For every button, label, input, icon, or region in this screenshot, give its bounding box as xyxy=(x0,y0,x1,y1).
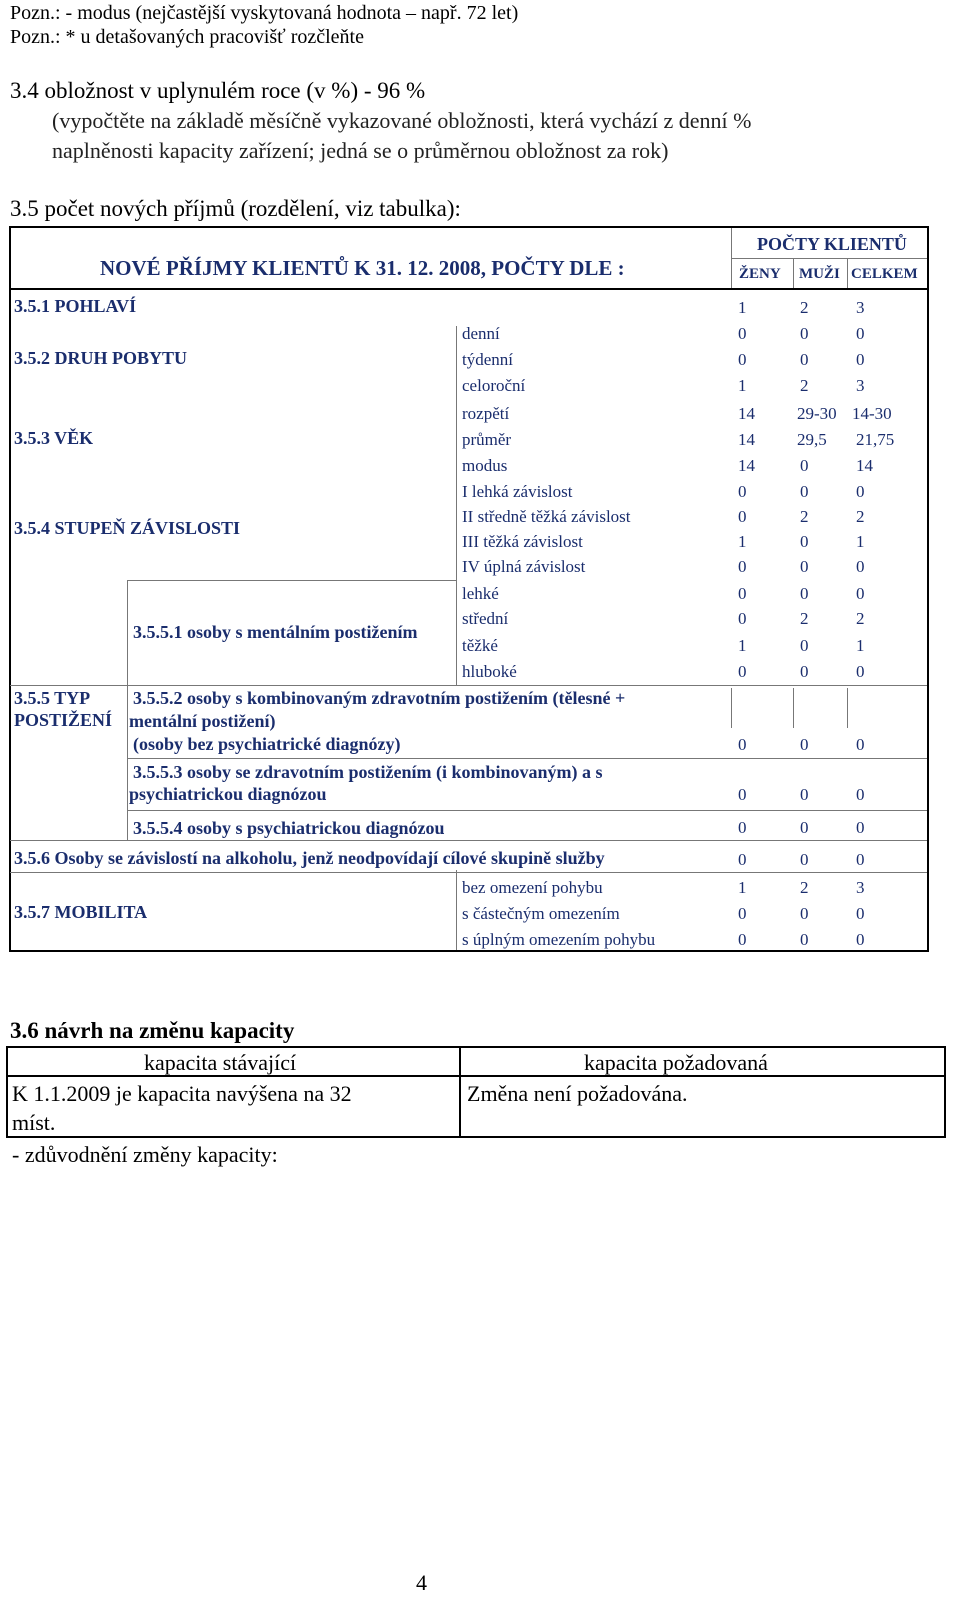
sub-label: II středně těžká závislost xyxy=(462,507,631,526)
psych-combined-line-2: psychiatrickou diagnózou xyxy=(129,784,327,804)
cell-value: 14-30 xyxy=(852,404,892,423)
cell-value: 0 xyxy=(800,350,809,369)
cell-value: 0 xyxy=(856,785,865,804)
row-label-druh-pobytu: 3.5.2 DRUH POBYTU xyxy=(14,348,188,368)
cell-value: 0 xyxy=(856,904,865,923)
capacity-current-header: kapacita stávající xyxy=(144,1050,297,1075)
psych-diagnosis-label: 3.5.5.4 osoby s psychiatrickou diagnózou xyxy=(133,818,445,838)
cell-value: 3 xyxy=(856,878,865,897)
cell-value: 0 xyxy=(800,636,809,655)
cell-value: 14 xyxy=(856,456,873,475)
note-detached: Pozn.: * u detašovaných pracovišť rozčleňte xyxy=(10,26,364,48)
cell-value: 0 xyxy=(800,785,809,804)
sub-label: denní xyxy=(462,324,500,343)
cell-value: 21,75 xyxy=(856,430,895,449)
cell-value: 0 xyxy=(856,324,865,343)
cell-value: 1 xyxy=(738,636,747,655)
cell-value: 0 xyxy=(738,507,747,526)
capacity-requested-header: kapacita požadovaná xyxy=(584,1050,768,1075)
cell-value: 0 xyxy=(800,930,809,949)
mental-disability-label: 3.5.5.1 osoby s mentálním postižením xyxy=(133,622,418,642)
psych-combined-line-1: 3.5.5.3 osoby se zdravotním postižením (i kombinovaným) a s xyxy=(133,762,603,782)
sub-label: I lehká závislost xyxy=(462,482,573,501)
page-number: 4 xyxy=(416,1570,427,1595)
col-header-men: MUŽI xyxy=(799,266,840,282)
cell-value: 29-30 xyxy=(797,404,837,423)
cell-value: 0 xyxy=(738,324,747,343)
note-modus: Pozn.: - modus (nejčastější vyskytovaná hodnota – např. 72 let) xyxy=(10,2,519,24)
cell-value: 14 xyxy=(738,456,755,475)
cell-value: 0 xyxy=(800,904,809,923)
combined-disability-line-2: mentální postižení) xyxy=(129,711,276,731)
cell-value: 0 xyxy=(738,818,747,837)
cell-value: 0 xyxy=(800,482,809,501)
cell-value: 0 xyxy=(738,785,747,804)
cell-value: 0 xyxy=(856,850,865,869)
cell-value: 0 xyxy=(856,557,865,576)
cell-value: 2 xyxy=(856,507,865,526)
cell-value: 0 xyxy=(856,662,865,681)
cell-value: 14 xyxy=(738,404,755,423)
sub-label: střední xyxy=(462,609,509,628)
combined-disability-line-3: (osoby bez psychiatrické diagnózy) xyxy=(133,734,401,754)
row-label-typ-postizeni-1: 3.5.5 TYP xyxy=(14,688,91,708)
row-label-alkohol: 3.5.6 Osoby se závislostí na alkoholu, jenž neodpovídají cílové skupině služby xyxy=(14,848,605,868)
section-34-text-2: naplněnosti kapacity zařízení; jedná se o průměrnou obložnost za rok) xyxy=(52,138,669,163)
row-label-typ-postizeni-2: POSTIŽENÍ xyxy=(14,710,113,730)
cell-value: 1 xyxy=(856,636,865,655)
cell-value: 0 xyxy=(738,584,747,603)
cell-value: 2 xyxy=(800,878,809,897)
row-label-mobilita: 3.5.7 MOBILITA xyxy=(14,902,148,922)
row-label-zavislost: 3.5.4 STUPEŇ ZÁVISLOSTI xyxy=(14,518,241,538)
cell-value: 0 xyxy=(800,456,809,475)
col-header-total: CELKEM xyxy=(851,266,918,282)
sub-label: průměr xyxy=(462,430,512,449)
cell-value: 0 xyxy=(738,904,747,923)
row-label-vek: 3.5.3 VĚK xyxy=(14,428,94,448)
cell-value: 2 xyxy=(800,376,809,395)
sub-label: IV úplná závislost xyxy=(462,557,586,576)
cell-value: 1 xyxy=(738,298,747,317)
cell-value: 2 xyxy=(800,298,809,317)
cell-value: 0 xyxy=(800,662,809,681)
combined-disability-line-1: 3.5.5.2 osoby s kombinovaným zdravotním postižením (tělesné + xyxy=(133,688,626,708)
cell-value: 0 xyxy=(800,735,809,754)
col-header-women: ŽENY xyxy=(739,266,781,282)
cell-value: 0 xyxy=(856,930,865,949)
admissions-table-title: NOVÉ PŘÍJMY KLIENTŮ K 31. 12. 2008, POČTY DLE : xyxy=(100,256,625,280)
sub-label: modus xyxy=(462,456,508,475)
section-34-text-1: (vypočtěte na základě měsíčně vykazované obložnosti, která vychází z denní % xyxy=(52,108,752,133)
cell-value: 3 xyxy=(856,298,865,317)
cell-value: 0 xyxy=(738,557,747,576)
cell-value: 0 xyxy=(800,584,809,603)
section-35-heading: 3.5 počet nových příjmů (rozdělení, viz tabulka): xyxy=(10,196,461,221)
sub-label: s úplným omezením pohybu xyxy=(462,930,656,949)
cell-value: 0 xyxy=(738,350,747,369)
cell-value: 2 xyxy=(800,609,809,628)
cell-value: 0 xyxy=(856,482,865,501)
cell-value: 1 xyxy=(738,376,747,395)
cell-value: 0 xyxy=(800,324,809,343)
sub-label: rozpětí xyxy=(462,404,510,423)
row-label-pohlavi: 3.5.1 POHLAVÍ xyxy=(14,296,137,316)
cell-value: 1 xyxy=(856,532,865,551)
cell-value: 0 xyxy=(738,930,747,949)
cell-value: 0 xyxy=(738,662,747,681)
cell-value: 0 xyxy=(738,482,747,501)
sub-label: týdenní xyxy=(462,350,513,369)
cell-value: 0 xyxy=(800,532,809,551)
capacity-current-line-1: K 1.1.2009 je kapacita navýšena na 32 xyxy=(12,1081,352,1106)
cell-value: 1 xyxy=(738,532,747,551)
cell-value: 0 xyxy=(800,557,809,576)
cell-value: 3 xyxy=(856,376,865,395)
capacity-current-line-2: míst. xyxy=(12,1110,56,1135)
cell-value: 2 xyxy=(800,507,809,526)
section-36-heading: 3.6 návrh na změnu kapacity xyxy=(10,1018,295,1043)
sub-label: lehké xyxy=(462,584,499,603)
cell-value: 0 xyxy=(738,609,747,628)
cell-value: 0 xyxy=(856,818,865,837)
section-34-heading: 3.4 obložnost v uplynulém roce (v %) - 96 % xyxy=(10,78,426,103)
cell-value: 29,5 xyxy=(797,430,827,449)
sub-label: celoroční xyxy=(462,376,526,395)
cell-value: 0 xyxy=(856,584,865,603)
cell-value: 1 xyxy=(738,878,747,897)
cell-value: 0 xyxy=(800,850,809,869)
sub-label: bez omezení pohybu xyxy=(462,878,603,897)
sub-label: těžké xyxy=(462,636,498,655)
cell-value: 2 xyxy=(856,609,865,628)
sub-label: hluboké xyxy=(462,662,517,681)
capacity-change-reason: - zdůvodnění změny kapacity: xyxy=(12,1142,278,1167)
cell-value: 0 xyxy=(738,850,747,869)
cell-value: 0 xyxy=(856,350,865,369)
clients-count-header: POČTY KLIENTŮ xyxy=(757,234,907,254)
cell-value: 14 xyxy=(738,430,755,449)
sub-label: s částečným omezením xyxy=(462,904,620,923)
cell-value: 0 xyxy=(800,818,809,837)
cell-value: 0 xyxy=(856,735,865,754)
capacity-requested-value: Změna není požadována. xyxy=(467,1081,688,1106)
cell-value: 0 xyxy=(738,735,747,754)
sub-label: III těžká závislost xyxy=(462,532,583,551)
